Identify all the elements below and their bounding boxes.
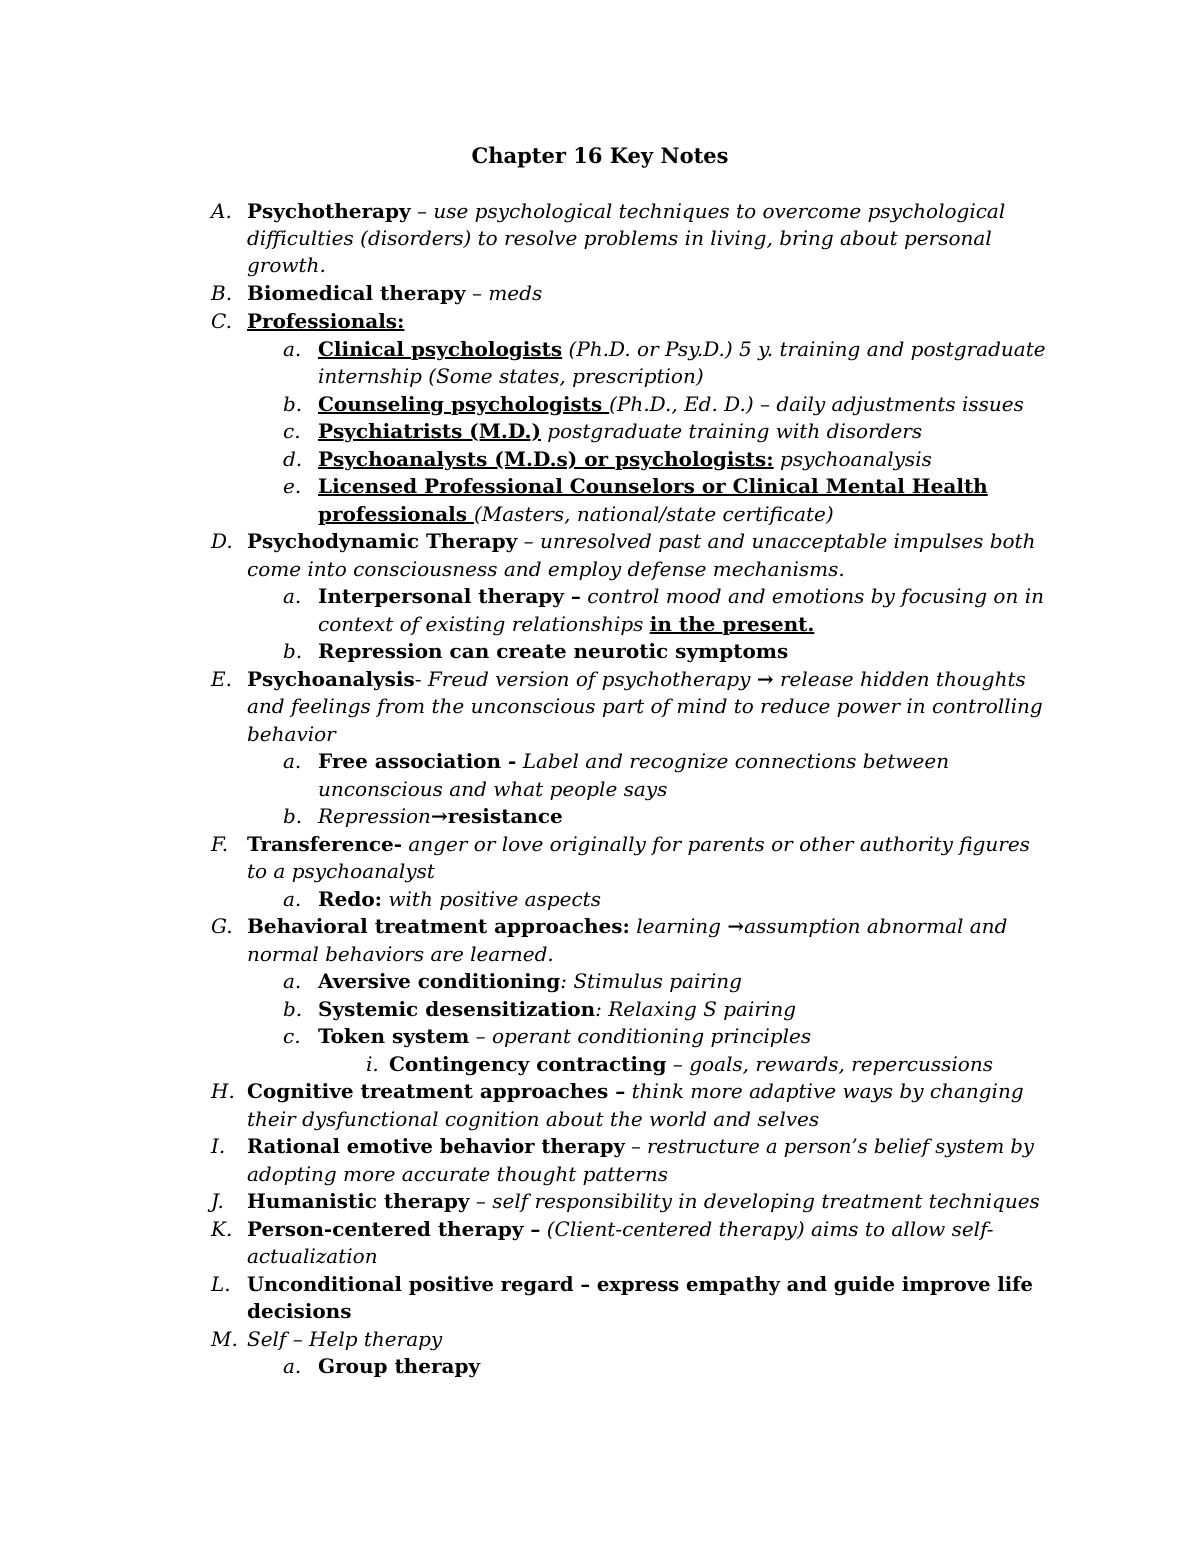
item-a-line-2: difficulties (disorders) to resolve problems in living, bring about personal [247,226,992,250]
sub-label-c-c: c. [283,419,301,443]
sub-label-g-c: c. [283,1024,301,1048]
item-k-line-2: actualization [247,1244,378,1268]
sub-g-b-line-1: Systemic desensitization: Relaxing S pairing [318,997,797,1021]
item-label-i: I. [211,1134,226,1158]
sub-e-b-line-1: Repression→resistance [318,804,563,828]
item-b-line-1: Biomedical therapy – meds [247,281,543,305]
item-h-line-1: Cognitive treatment approaches – think more adaptive ways by changing [247,1079,1024,1103]
sub-g-c-i-line-1: Contingency contracting – goals, rewards, repercussions [389,1052,993,1076]
term-psychodynamic-therapy: Psychodynamic Therapy [247,529,518,553]
item-label-h: H. [211,1079,235,1103]
item-e-line-1: Psychoanalysis- Freud version of psychotherapy → release hidden thoughts [247,667,1026,691]
sub-c-a-line-2: internship (Some states, prescription) [318,364,704,388]
item-g-line-2: normal behaviors are learned. [247,942,554,966]
sub-label-m-a: a. [283,1354,302,1378]
term-humanistic-therapy: Humanistic therapy [247,1189,470,1213]
item-label-g: G. [211,914,233,938]
sub-label-d-b: b. [283,639,303,663]
item-label-a: A. [211,199,232,223]
item-a-line-3: growth. [247,253,326,277]
term-behavioral-treatment: Behavioral treatment approaches: [247,914,630,938]
arrow-icon: → [430,804,448,828]
item-i-line-1: Rational emotive behavior therapy – restructure a person’s belief system by [247,1135,1034,1158]
sub-c-e-line-2: professionals (Masters, national/state certificate) [318,502,834,526]
item-label-m: M. [211,1327,238,1351]
item-label-j: J. [211,1189,224,1213]
page-title: Chapter 16 Key Notes [471,143,729,168]
item-g-line-1: Behavioral treatment approaches: learning →assumption abnormal and [247,914,1008,938]
term-psychoanalysis: Psychoanalysis [247,667,415,691]
sub-e-a-line-1: Free association - Label and recognize connections between [318,749,950,773]
item-label-k: K. [211,1217,233,1241]
sub-label-g-c-i: i. [366,1052,379,1076]
item-h-line-2: their dysfunctional cognition about the world and selves [247,1107,820,1131]
sub-label-g-b: b. [283,997,303,1021]
item-a-line-1: Psychotherapy – use psychological techniques to overcome psychological [247,199,1006,223]
sub-d-a-line-2: context of existing relationships in the present. [318,612,815,636]
sub-label-e-a: a. [283,749,302,773]
sub-g-c-line-1: Token system – operant conditioning principles [318,1024,812,1048]
sub-label-c-a: a. [283,337,302,361]
sub-label-d-a: a. [283,584,302,608]
item-c-line-1 [247,308,404,335]
sub-c-a-line-1: Clinical psychologists (Ph.D. or Psy.D.) 5 y. training and postgraduate [318,337,1046,361]
sub-label-c-d: d. [283,447,303,471]
sub-c-c-line-1: Psychiatrists (M.D.) postgraduate training with disorders [318,419,923,443]
sub-label-g-a: a. [283,969,302,993]
sub-m-a-line-1: Group therapy [318,1354,481,1378]
sub-e-a-line-2: unconscious and what people says [318,777,668,801]
item-label-f: F. [211,832,229,856]
sub-d-a-line-1: Interpersonal therapy – control mood and emotions by focusing on in [318,584,1044,608]
item-l-line-1: Unconditional positive regard – express empathy and guide improve life [247,1273,1033,1296]
sub-c-b-line-1: Counseling psychologists (Ph.D., Ed. D.) – daily adjustments issues [318,392,1024,416]
item-m-line-1: Self – Help therapy [247,1327,443,1351]
sub-label-e-b: b. [283,804,303,828]
term-transference: Transference- [247,832,403,856]
term-professionals: Professionals: [247,309,405,333]
term-psychotherapy: Psychotherapy [247,199,411,223]
term-person-centered: Person-centered therapy – [247,1217,541,1241]
sub-d-b-line-1: Repression can create neurotic symptoms [318,639,789,663]
sub-f-a-line-1: Redo: with positive aspects [318,887,601,911]
item-f-line-1: Transference- anger or love originally for parents or other authority figures [247,832,1030,856]
term-cognitive-treatment: Cognitive treatment approaches – [247,1079,626,1103]
item-label-d: D. [211,529,233,553]
item-label-b: B. [211,281,233,305]
arrow-icon: → [727,914,745,938]
term-rational-emotive: Rational emotive behavior therapy [247,1135,625,1158]
sub-c-e-line-1: Licensed Professional Counselors or Clinical Mental Health [318,474,988,498]
sub-label-c-b: b. [283,392,303,416]
sub-label-f-a: a. [283,887,302,911]
sub-g-a-line-1: Aversive conditioning: Stimulus pairing [318,969,742,993]
item-l-line-2: decisions [247,1299,352,1323]
sub-label-c-e: e. [283,474,302,498]
item-label-c: C. [211,309,232,333]
item-e-line-3: behavior [247,722,336,746]
item-label-l: L. [211,1272,231,1296]
item-f-line-2: to a psychoanalyst [247,859,435,883]
item-d-line-2: come into consciousness and employ defense mechanisms. [247,557,845,581]
item-e-line-2: and feelings from the unconscious part of mind to reduce power in controlling [247,694,1043,718]
arrow-icon: → [756,667,774,691]
item-j-line-1: Humanistic therapy – self responsibility in developing treatment techniques [247,1189,1040,1213]
item-label-e: E. [211,667,232,691]
term-biomedical-therapy: Biomedical therapy [247,281,466,305]
item-k-line-1: Person-centered therapy – (Client-centered therapy) aims to allow self- [247,1217,994,1241]
sub-c-d-line-1: Psychoanalysts (M.D.s) or psychologists: psychoanalysis [318,447,932,471]
item-i-line-2: adopting more accurate thought patterns [247,1162,668,1186]
item-d-line-1: Psychodynamic Therapy – unresolved past and unacceptable impulses both [247,529,1036,553]
